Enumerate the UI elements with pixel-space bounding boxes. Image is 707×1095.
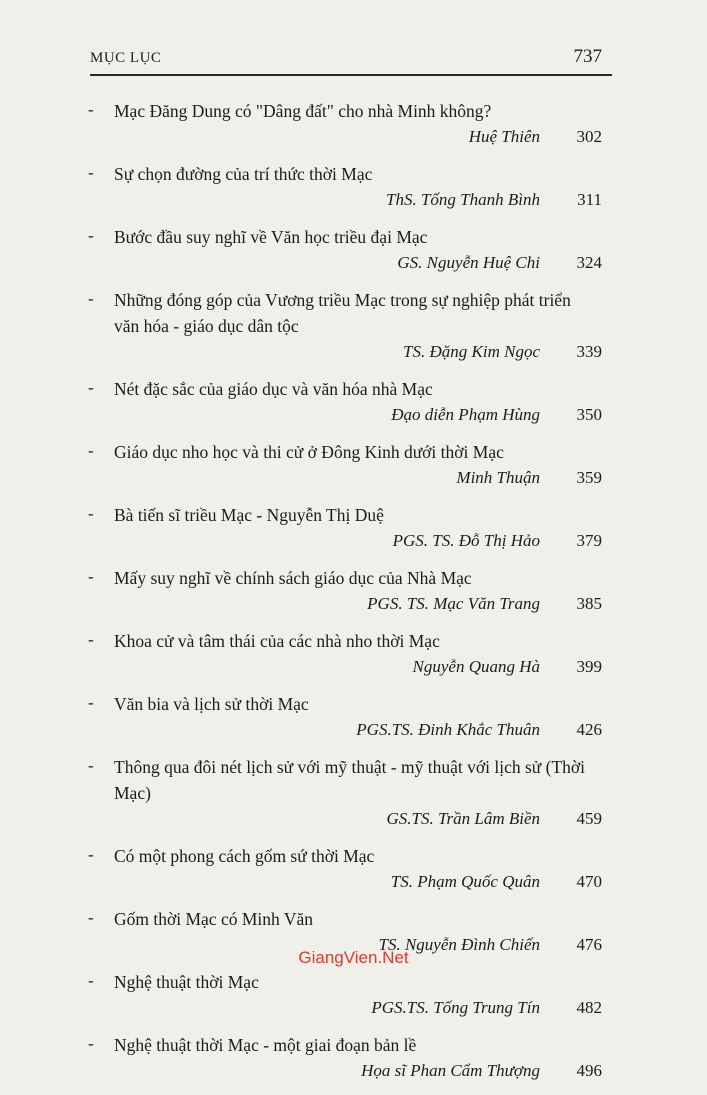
bullet-dash: - <box>88 693 94 712</box>
entry-author: Huệ Thiên <box>468 127 540 146</box>
entry-page-number: 482 <box>576 998 602 1017</box>
entry-title: Bà tiến sĩ triều Mạc - Nguyễn Thị Duệ <box>114 505 384 525</box>
entry-title: Văn bia và lịch sử thời Mạc <box>114 694 309 714</box>
entry-page-number: 324 <box>576 253 602 272</box>
toc-entry <box>86 754 606 832</box>
entry-meta <box>114 250 606 276</box>
bullet-dash: - <box>88 226 94 245</box>
entry-author: Nguyễn Quang Hà <box>412 657 540 676</box>
entry-author: GS. Nguyễn Huệ Chi <box>397 253 540 272</box>
entry-author: PGS. TS. Mạc Văn Trang <box>367 594 540 613</box>
entry-page-number: 302 <box>576 127 602 146</box>
entry-meta <box>114 124 606 150</box>
entry-meta <box>114 654 606 680</box>
toc-entry <box>86 565 606 617</box>
toc-entry <box>86 161 606 213</box>
entry-title: Bước đầu suy nghĩ về Văn học triều đại Mạc <box>114 227 428 247</box>
entry-author: PGS.TS. Đinh Khắc Thuân <box>356 720 540 739</box>
entry-author: PGS. TS. Đỗ Thị Hảo <box>392 531 540 550</box>
entry-author: Họa sĩ Phan Cẩm Thượng <box>361 1061 540 1080</box>
entry-page-number: 470 <box>576 872 602 891</box>
entry-author: TS. Phạm Quốc Quân <box>390 872 540 891</box>
bullet-dash: - <box>88 163 94 182</box>
bullet-dash: - <box>88 289 94 308</box>
entry-page-number: 426 <box>576 720 602 739</box>
entry-meta <box>114 465 606 491</box>
bullet-dash: - <box>88 441 94 460</box>
entry-title: Có một phong cách gốm sứ thời Mạc <box>114 846 375 866</box>
entry-meta <box>114 187 606 213</box>
section-title: MỤC LỤC <box>90 50 162 66</box>
entry-meta <box>114 995 606 1021</box>
entry-page-number: 459 <box>576 809 602 828</box>
entry-page-number: 496 <box>576 1061 602 1080</box>
entry-page-number: 379 <box>576 531 602 550</box>
bullet-dash: - <box>88 908 94 927</box>
page-number: 737 <box>573 46 602 67</box>
entry-author: PGS.TS. Tống Trung Tín <box>371 998 540 1017</box>
entry-meta <box>114 591 606 617</box>
bullet-dash: - <box>88 1034 94 1053</box>
toc-entry <box>86 224 606 276</box>
entry-page-number: 359 <box>576 468 602 487</box>
entry-meta <box>114 869 606 895</box>
entry-meta <box>114 1058 606 1084</box>
toc-entry <box>86 843 606 895</box>
toc-entry <box>86 691 606 743</box>
table-of-contents <box>86 98 606 1095</box>
entry-title: Khoa cử và tâm thái của các nhà nho thời Mạc <box>114 631 440 651</box>
toc-entry <box>86 439 606 491</box>
entry-title: Nghệ thuật thời Mạc - một giai đoạn bản lề <box>114 1035 417 1055</box>
entry-page-number: 350 <box>576 405 602 424</box>
entry-title: Mạc Đăng Dung có "Dâng đất" cho nhà Minh không? <box>114 101 492 121</box>
entry-author: Đạo diễn Phạm Hùng <box>391 405 540 424</box>
entry-author: TS. Nguyễn Đình Chiến <box>378 935 540 954</box>
toc-entry <box>86 969 606 1021</box>
entry-title: Thông qua đôi nét lịch sử với mỹ thuật - mỹ thuật với lịch sử (Thời Mạc) <box>114 757 586 803</box>
bullet-dash: - <box>88 378 94 397</box>
toc-entry <box>86 502 606 554</box>
entry-meta <box>114 717 606 743</box>
bullet-dash: - <box>88 845 94 864</box>
bullet-dash: - <box>88 504 94 523</box>
bullet-dash: - <box>88 630 94 649</box>
entry-author: ThS. Tống Thanh Bình <box>386 190 540 209</box>
entry-page-number: 339 <box>576 342 602 361</box>
entry-author: GS.TS. Trần Lâm Biền <box>386 809 540 828</box>
entry-title: Nghệ thuật thời Mạc <box>114 972 259 992</box>
entry-title: Sự chọn đường của trí thức thời Mạc <box>114 164 373 184</box>
bullet-dash: - <box>88 100 94 119</box>
entry-title: Gốm thời Mạc có Minh Văn <box>114 909 313 929</box>
entry-meta <box>114 528 606 554</box>
toc-entry <box>86 287 606 365</box>
entry-meta <box>114 806 606 832</box>
entry-page-number: 476 <box>576 935 602 954</box>
entry-author: TS. Đặng Kim Ngọc <box>403 342 540 361</box>
toc-entry <box>86 376 606 428</box>
entry-page-number: 399 <box>576 657 602 676</box>
entry-page-number: 311 <box>577 190 602 209</box>
entry-author: Minh Thuận <box>456 468 540 487</box>
entry-title: Giáo dục nho học và thi cử ở Đông Kinh dưới thời Mạc <box>114 442 504 462</box>
toc-entry <box>86 98 606 150</box>
bullet-dash: - <box>88 567 94 586</box>
toc-entry <box>86 628 606 680</box>
entry-meta <box>114 402 606 428</box>
bullet-dash: - <box>88 971 94 990</box>
entry-title: Mấy suy nghĩ về chính sách giáo dục của Nhà Mạc <box>114 568 472 588</box>
entry-page-number: 385 <box>576 594 602 613</box>
watermark: GiangVien.Net <box>298 948 409 967</box>
entry-title: Nét đặc sắc của giáo dục và văn hóa nhà Mạc <box>114 379 433 399</box>
bullet-dash: - <box>88 756 94 775</box>
entry-meta <box>114 339 606 365</box>
page-header <box>90 44 612 76</box>
toc-entry <box>86 1032 606 1084</box>
entry-title: Những đóng góp của Vương triều Mạc trong sự nghiệp phát triển văn hóa - giáo dục dân tộc <box>114 290 571 336</box>
